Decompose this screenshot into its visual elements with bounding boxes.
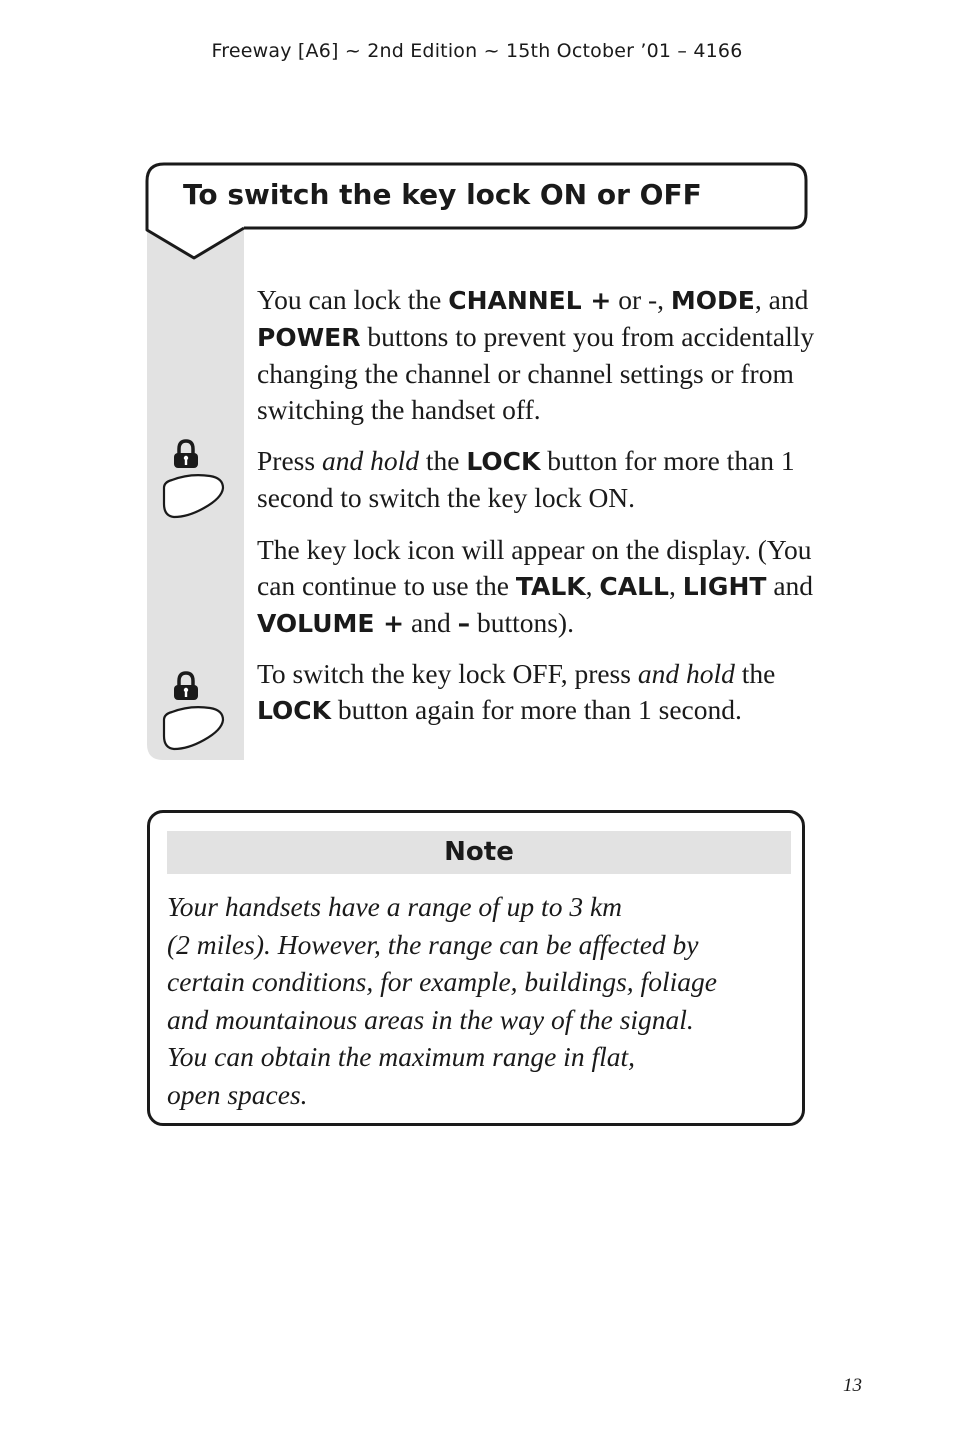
volume-minus-label: – [457, 609, 471, 638]
note-line: You can obtain the maximum range in flat, [167, 1041, 635, 1073]
volume-plus-label: VOLUME + [257, 609, 405, 638]
section-title: To switch the key lock ON or OFF [183, 178, 702, 211]
intro-paragraph: You can lock the CHANNEL + or -, MODE, and POWER buttons to prevent you from accidentally changing the channel or channel settings or from switching the handset off. [257, 284, 815, 425]
running-head: Freeway [A6] ~ 2nd Edition ~ 15th October ’01 – 4166 [211, 40, 743, 62]
light-label: LIGHT [682, 572, 767, 601]
note-line: certain conditions, for example, buildings, foliage [167, 966, 717, 998]
note-line: open spaces. [167, 1078, 308, 1110]
note-text [167, 888, 797, 1114]
page-number: 13 [843, 1375, 862, 1396]
lock-key-icon [160, 670, 226, 754]
icon-info-paragraph: The key lock icon will appear on the display. (You can continue to use the TALK, CALL, LIGHT and VOLUME + and – buttons). [257, 534, 814, 638]
lock-label: LOCK [466, 447, 541, 476]
lock-on-paragraph: Press and hold the LOCK button for more than 1 second to switch the key lock ON. [257, 445, 795, 513]
mode-label: MODE [670, 286, 755, 315]
power-label: POWER [257, 323, 361, 352]
channel-plus-label: CHANNEL + [448, 286, 612, 315]
lock-off-paragraph: To switch the key lock OFF, press and hold the LOCK button again for more than 1 second. [257, 658, 776, 725]
talk-label: TALK [515, 572, 586, 601]
note-heading: Note [167, 831, 791, 874]
lock-label-2: LOCK [257, 696, 332, 725]
note-box [147, 810, 805, 1126]
note-line: (2 miles). However, the range can be affected by [167, 928, 699, 960]
call-label: CALL [599, 572, 669, 601]
note-line: Your handsets have a range of up to 3 km [167, 891, 623, 922]
lock-key-icon [160, 438, 226, 522]
note-line: and mountainous areas in the way of the signal. [167, 1003, 694, 1035]
